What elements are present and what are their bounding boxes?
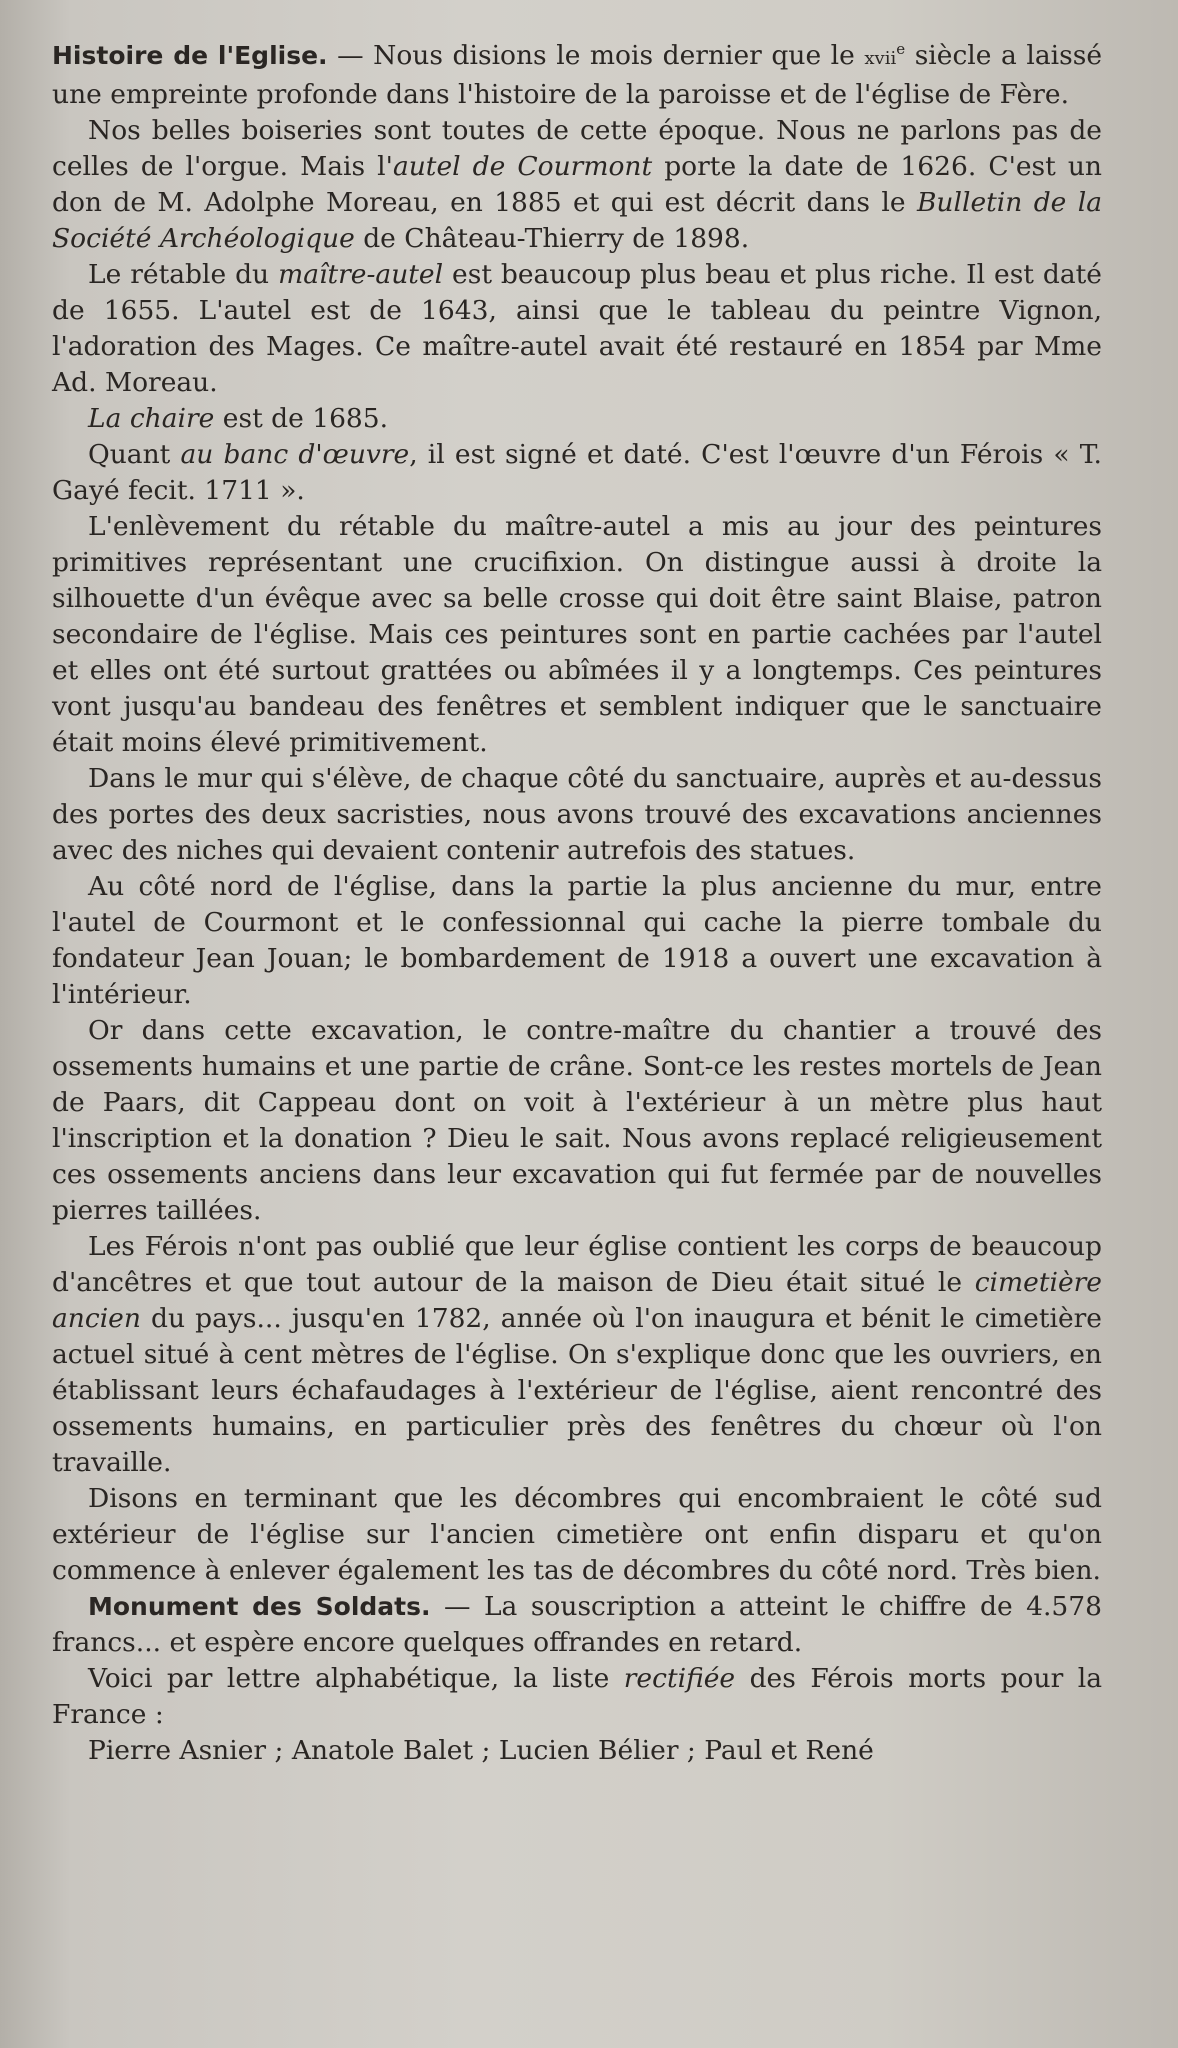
retable-text-1: Le rétable du [88,259,279,290]
paragraph-retable [52,257,1102,401]
century-numeral: xvii [864,48,897,69]
paragraph-decombres: Disons en terminant que les décombres qui encombraient le côté sud extérieur de l'église sur l'ancien cimetière ont enfin disparu et qu'on commence à enlever également les tas de décombres du côté nord. Très bien. [52,1483,1102,1586]
paragraph-ossements: Or dans cette excavation, le contre-maître du chantier a trouvé des ossements humains et une partie de crâne. Sont-ce les restes mortels de Jean de Paars, dit Cappeau dont on voit à l'extérieur à un mètre plus haut l'inscription et la donation ? Dieu le sait. Nous avons replacé religieusement ces ossements anciens dans leur excavation qui fut fermée par de nouvelles pierres taillées. [52,1015,1102,1226]
heading-monument-soldats: Monument des Soldats. [88,1592,431,1621]
cimetiere-ancien-italic: cimetière ancien [52,1267,1102,1334]
paragraph-chaire [52,401,1102,437]
banc-text-2: , il est signé et daté. C'est l'œuvre d'un Férois « T. Gayé fecit. 1711 ». [52,439,1102,506]
monument-text: — La souscription a atteint le chiffre de 4.578 francs... et espère encore quelques offrandes en retard. [52,1591,1102,1658]
paragraph-boiseries [52,113,1102,257]
paragraph-cote-nord: Au côté nord de l'église, dans la partie la plus ancienne du mur, entre l'autel de Courmont et le confessionnal qui cache la pierre tombale du fondateur Jean Jouan; le bombardement de 1918 a ouvert une excavation à l'intérieur. [52,871,1102,1010]
paragraph-peintures: L'enlèvement du rétable du maître-autel a mis au jour des peintures primitives représentant une crucifixion. On distingue aussi à droite la silhouette d'un évêque avec sa belle crosse qui doit être saint Blaise, patron secondaire de l'église. Mais ces peintures sont en partie cachées par l'autel et elles ont été surtout grattées ou abîmées il y a longtemps. Ces peintures vont jusqu'au bandeau des fenêtres et semblent indiquer que le sanctuaire était moins élevé primitivement. [52,511,1102,758]
banc-text-1: Quant [88,439,181,470]
paragraph-mur: Dans le mur qui s'élève, de chaque côté du sanctuaire, auprès et au-dessus des portes des deux sacristies, nous avons trouvé des excavations anciennes avec des niches qui devaient contenir autrefois des statues. [52,763,1102,866]
century-superscript: e [896,40,906,59]
paragraph-banc [52,437,1102,509]
banc-oeuvre-italic: au banc d'œuvre [180,439,410,470]
heading-histoire-eglise: Histoire de l'Eglise. [52,41,328,70]
article-text [52,38,1102,1769]
liste-text-2: des Férois morts pour la France : [52,1663,1103,1730]
autel-courmont-italic: autel de Courmont [392,151,653,182]
intro-text-b: siècle a laissé une empreinte profonde dans l'histoire de la paroisse et de l'église de Fère. [52,40,1102,110]
bulletin-italic: Bulletin de la Société Archéologique [52,187,1103,254]
paragraph-liste [52,1661,1102,1733]
chaire-text: est de 1685. [214,403,389,434]
maitre-autel-italic: maître-autel [278,259,444,290]
boiseries-text-1: Nos belles boiseries sont toutes de cette époque. Nous ne parlons pas de celles de l'orgue. Mais l' [52,115,1102,182]
paragraph-names: Pierre Asnier ; Anatole Balet ; Lucien Bélier ; Paul et René [88,1735,874,1766]
paragraph-ferois [52,1229,1102,1481]
intro-text-a: — Nous disions le mois dernier que le [327,40,865,71]
ferois-text-1: Les Férois n'ont pas oublié que leur église contient les corps de beaucoup d'ancêtres et que tout autour de la maison de Dieu était situé le [52,1231,1102,1298]
paragraph-intro [52,38,1102,113]
chaire-italic: La chaire [88,403,215,434]
rectifiee-italic: rectifiée [623,1663,736,1694]
boiseries-text-3: de Château-Thierry de 1898. [354,223,750,254]
paragraph-monument [52,1589,1102,1661]
ferois-text-2: du pays... jusqu'en 1782, année où l'on inaugura et bénit le cimetière actuel situé à cent mètres de l'église. On s'explique donc que les ouvriers, en établissant leurs échafaudages à l'extérieur de l'église, aient rencontré des ossements humains, en particulier près des fenêtres du chœur où l'on travaille. [52,1303,1102,1478]
liste-text-1: Voici par lettre alphabétique, la liste [88,1663,624,1694]
retable-text-2: est beaucoup plus beau et plus riche. Il est daté de 1655. L'autel est de 1643, ainsi que le tableau du peintre Vignon, l'adoration des Mages. Ce maître-autel avait été restauré en 1854 par Mme Ad. Moreau. [52,259,1102,398]
boiseries-text-2: porte la date de 1626. C'est un don de M. Adolphe Moreau, en 1885 et qui est décrit dans le [52,151,1103,218]
